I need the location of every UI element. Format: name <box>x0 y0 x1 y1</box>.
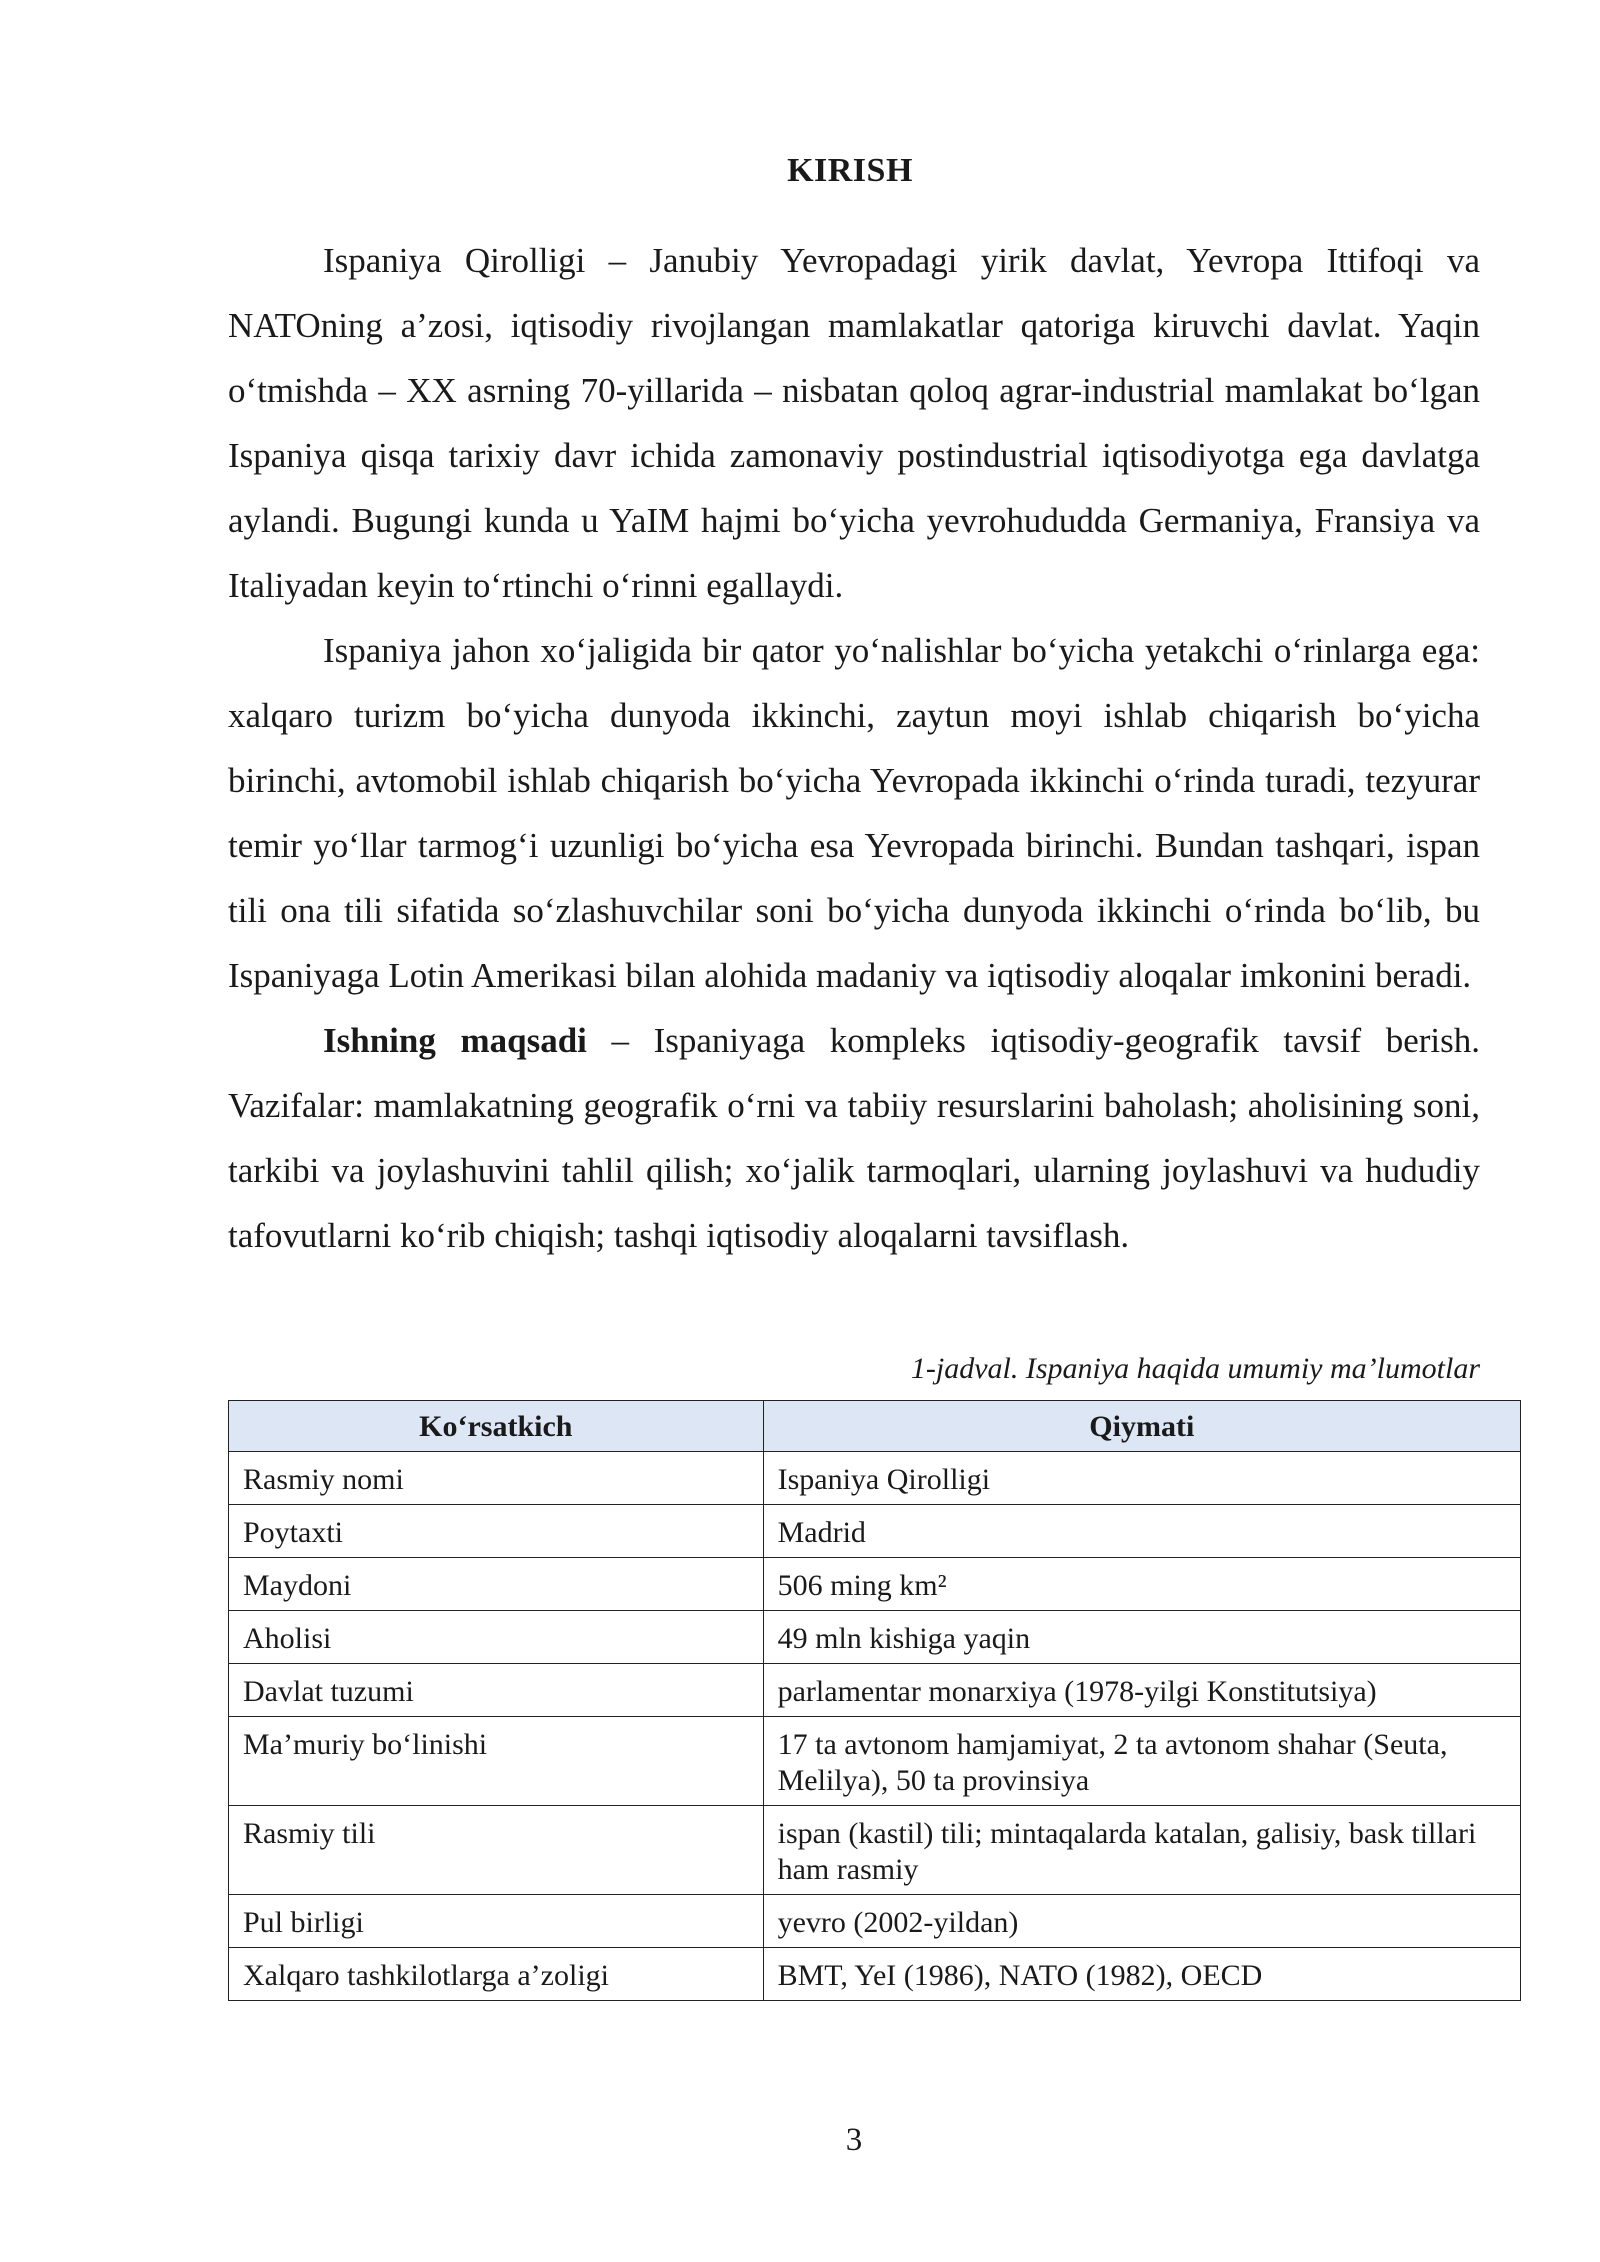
table-cell-value: parlamentar monarxiya (1978-yilgi Konstitutsiya) <box>763 1664 1520 1717</box>
table-cell-value: 49 mln kishiga yaqin <box>763 1611 1520 1664</box>
column-header-indicator: Ko‘rsatkich <box>229 1401 764 1452</box>
table-cell-indicator: Maydoni <box>229 1558 764 1611</box>
table-cell-indicator: Pul birligi <box>229 1895 764 1948</box>
table-row <box>229 1611 1521 1664</box>
table-cell-indicator: Davlat tuzumi <box>229 1664 764 1717</box>
info-table <box>228 1400 1521 2001</box>
paragraph-intro: Ispaniya Qirolligi – Janubiy Yevropadagi yirik davlat, Yevropa Ittifoqi va NATOning a’zosi, iqtisodiy rivojlangan mamlakatlar qatoriga kiruvchi davlat. Yaqin o‘tmishda – XX asrning 70-yillarida – nisbatan qoloq agrar-industrial mamlakat bo‘lgan Ispaniya qisqa tarixiy davr ichida zamonaviy postindustrial iqtisodiyotga ega davlatga aylandi. Bugungi kunda u YaIM hajmi bo‘yicha yevrohududda Germaniya, Fransiya va Italiyadan keyin to‘rtinchi o‘rinni egallaydi. <box>228 241 1480 605</box>
table-row <box>229 1895 1521 1948</box>
paragraph-rankings: Ispaniya jahon xo‘jaligida bir qator yo‘nalishlar bo‘yicha yetakchi o‘rinlarga ega: xalqaro turizm bo‘yicha dunyoda ikkinchi, zaytun moyi ishlab chiqarish bo‘yicha birinchi, avtomobil ishlab chiqarish bo‘yicha Yevropada ikkinchi o‘rinda turadi, tezyurar temir yo‘llar tarmog‘i uzunligi bo‘yicha esa Yevropada birinchi. Bundan tashqari, ispan tili ona tili sifatida so‘zlashuvchilar soni bo‘yicha dunyoda ikkinchi o‘rinda bo‘lib, bu Ispaniyaga Lotin Amerikasi bilan alohida madaniy va iqtisodiy aloqalar imkonini beradi. <box>228 631 1480 995</box>
column-header-value: Qiymati <box>763 1401 1520 1452</box>
table-cell-value: Ispaniya Qirolligi <box>763 1452 1520 1505</box>
table-cell-indicator: Rasmiy tili <box>229 1806 764 1895</box>
table-cell-value: 17 ta avtonom hamjamiyat, 2 ta avtonom shahar (Seuta, Melilya), 50 ta provinsiya <box>763 1717 1520 1806</box>
goal-text: – Ispaniyaga kompleks iqtisodiy-geografik tavsif berish. Vazifalar: mamlakatning geografik o‘rni va tabiiy resurslarini baholash; aholisining soni, tarkibi va joylashuvini tahlil qilish; xo‘jalik tarmoqlari, ularning joylashuvi va hududiy tafovutlarni ko‘rib chiqish; tashqi iqtisodiy aloqalarni tavsiflash. <box>228 1021 1480 1255</box>
table-row <box>229 1664 1521 1717</box>
table-cell-value: Madrid <box>763 1505 1520 1558</box>
table-cell-indicator: Rasmiy nomi <box>229 1452 764 1505</box>
table-cell-value: BMT, YeI (1986), NATO (1982), OECD <box>763 1948 1520 2001</box>
table-cell-value: ispan (kastil) tili; mintaqalarda katalan, galisiy, bask tillari ham rasmiy <box>763 1806 1520 1895</box>
goal-label: Ishning maqsadi <box>323 1021 587 1060</box>
table-row <box>229 1505 1521 1558</box>
body-text <box>228 228 1480 1268</box>
table-cell-value: yevro (2002-yildan) <box>763 1895 1520 1948</box>
table-cell-value: 506 ming km² <box>763 1558 1520 1611</box>
table-cell-indicator: Poytaxti <box>229 1505 764 1558</box>
page-number: 3 <box>845 2122 863 2158</box>
table-row <box>229 1558 1521 1611</box>
table-row <box>229 1948 1521 2001</box>
page-title: KIRISH <box>787 152 913 189</box>
paragraph-goal <box>228 1008 1480 1268</box>
table-cell-indicator: Ma’muriy bo‘linishi <box>229 1717 764 1806</box>
table-row <box>229 1717 1521 1806</box>
table-cell-indicator: Xalqaro tashkilotlarga a’zoligi <box>229 1948 764 2001</box>
table-row <box>229 1806 1521 1895</box>
table-caption: 1-jadval. Ispaniya haqida umumiy ma’lumotlar <box>910 1352 1480 1385</box>
table-cell-indicator: Aholisi <box>229 1611 764 1664</box>
table-header-row <box>229 1401 1521 1452</box>
table-row <box>229 1452 1521 1505</box>
